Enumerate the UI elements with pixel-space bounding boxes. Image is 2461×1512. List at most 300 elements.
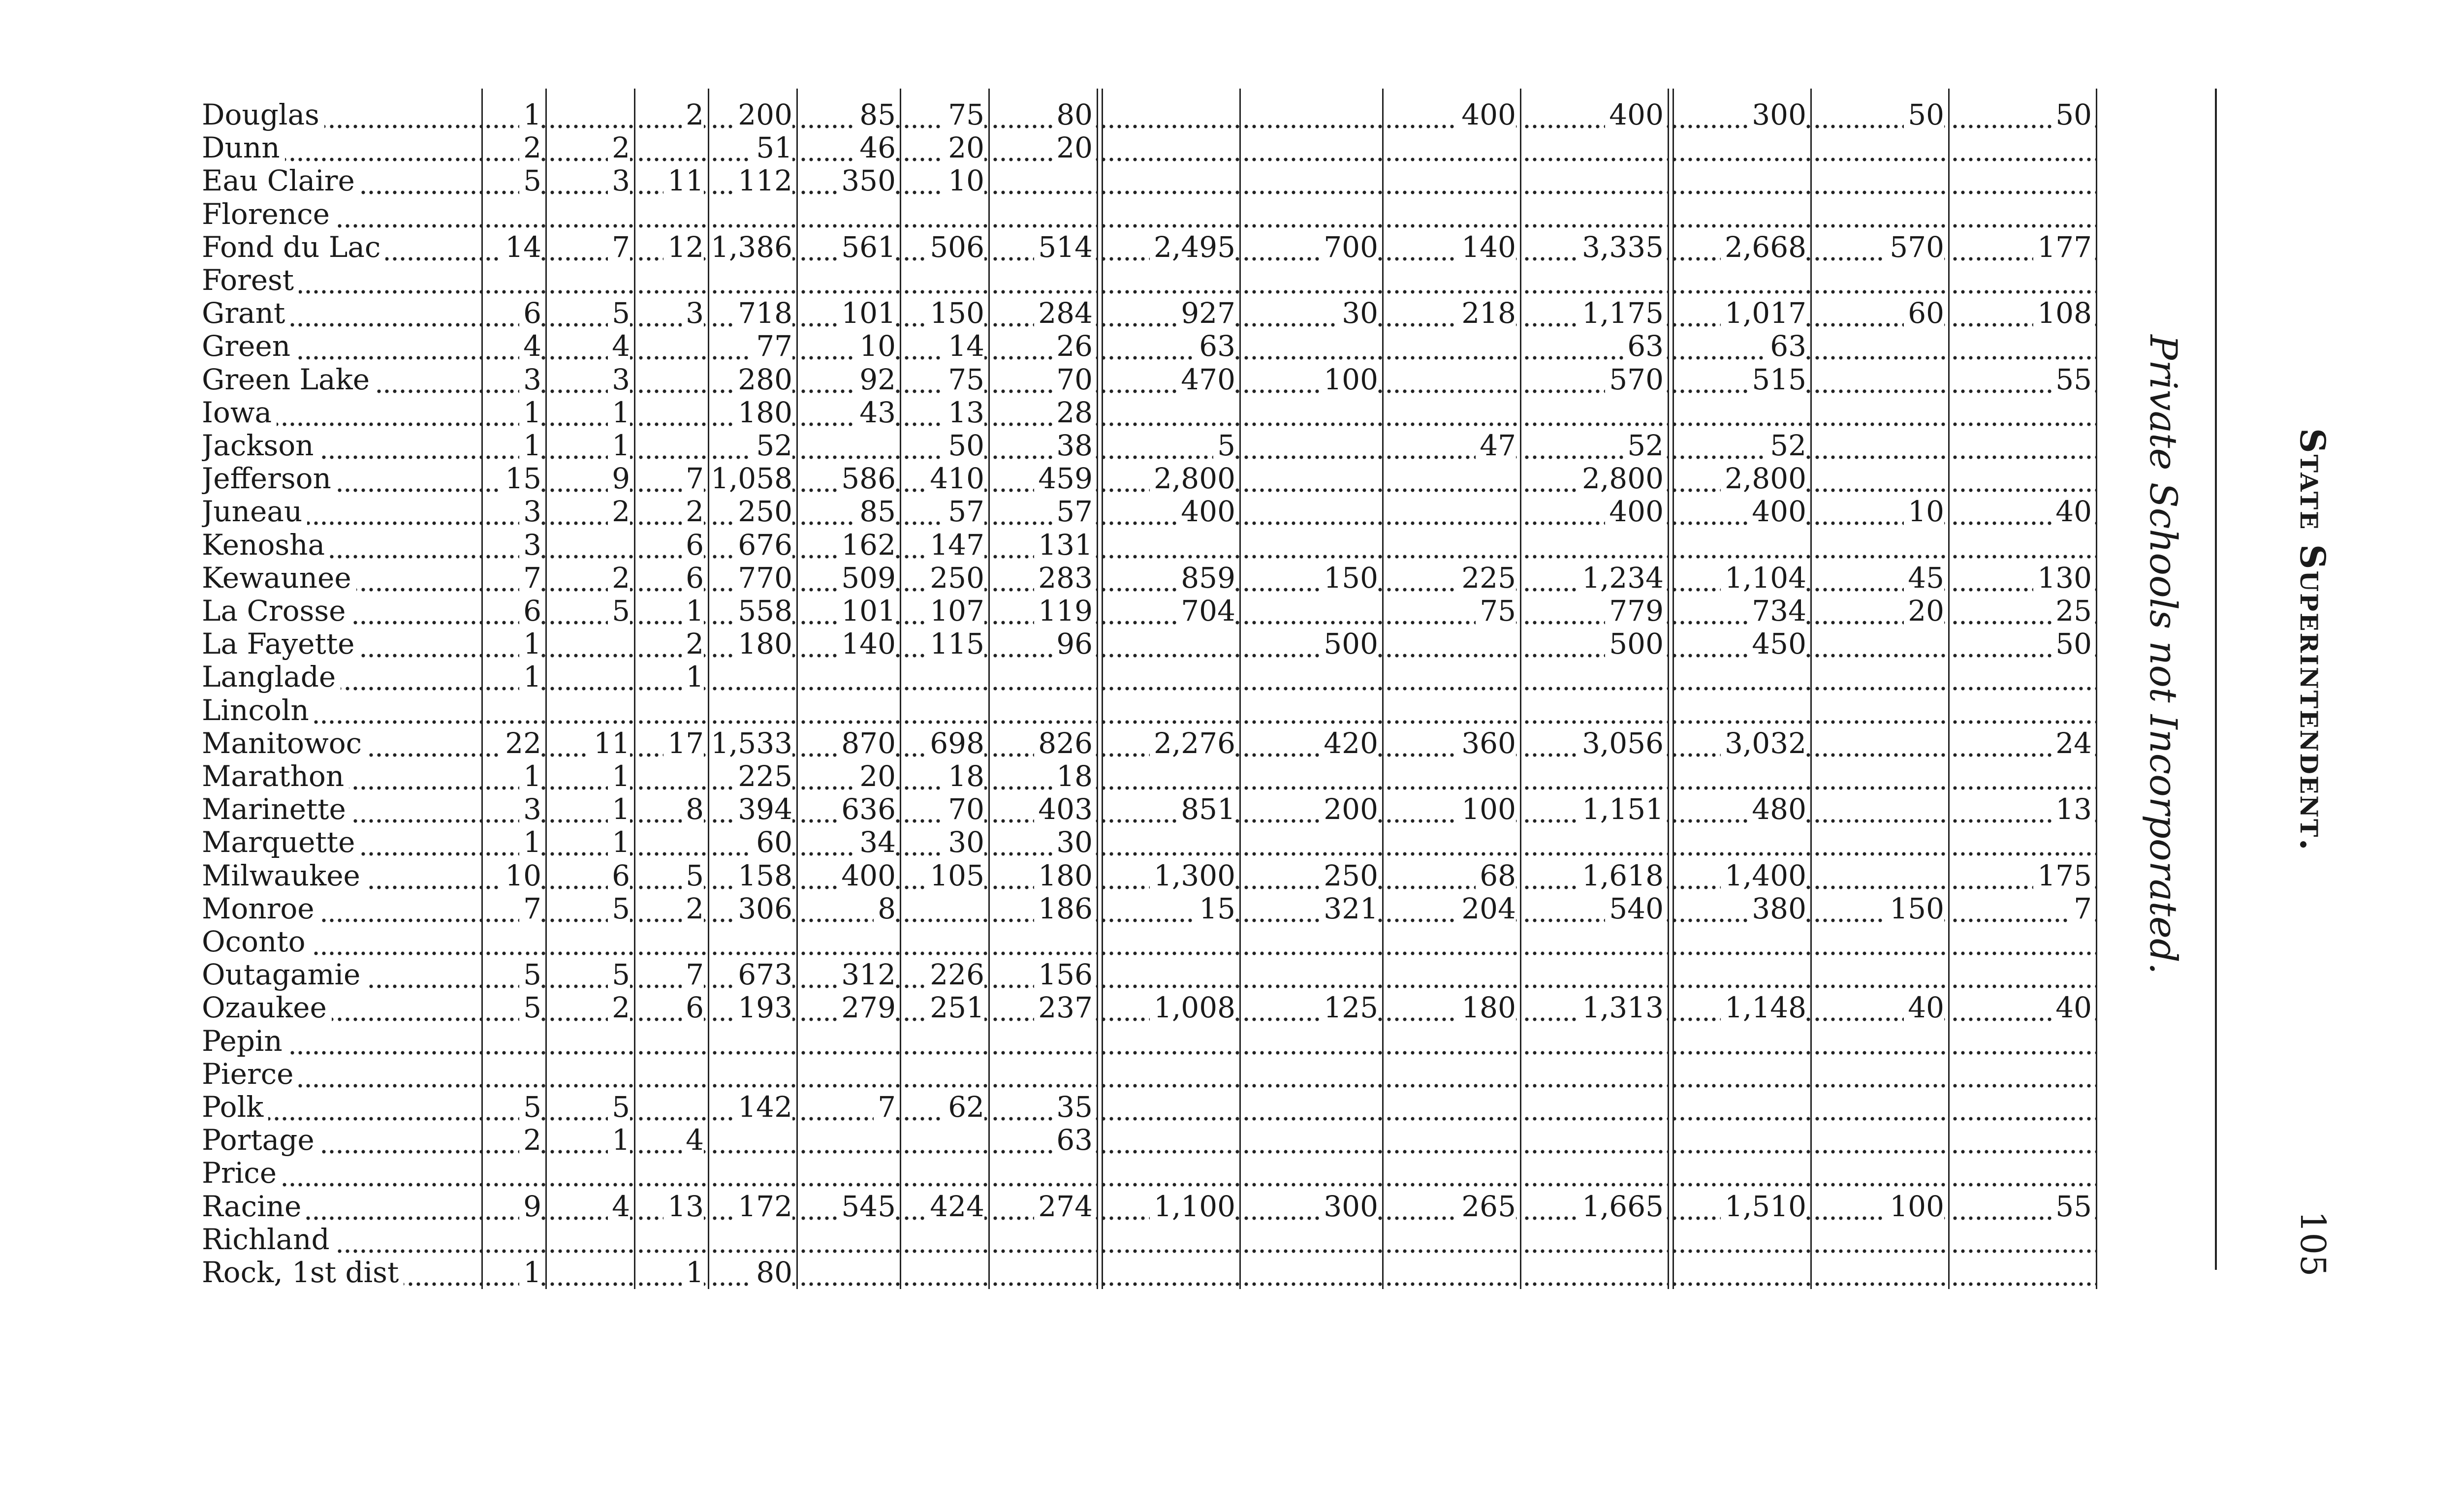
cell-value: 52 [1623, 429, 1664, 462]
table-cell [711, 1256, 796, 1289]
table-cell [711, 396, 796, 429]
table-cell [1242, 892, 1382, 925]
table-cell [1242, 1256, 1382, 1289]
county-name: Oconto [202, 925, 311, 958]
table-cell [1385, 1157, 1520, 1190]
cell-value: 20 [944, 131, 984, 164]
table-cell [1100, 330, 1239, 363]
cell-value: 424 [926, 1190, 984, 1223]
cell-value: 180 [1457, 991, 1516, 1024]
table-cell [484, 1157, 545, 1190]
cell-value: 1 [519, 98, 541, 131]
table-cell [1242, 330, 1382, 363]
county-name-cell [202, 363, 482, 396]
table-cell [991, 131, 1097, 164]
table-cell [711, 264, 796, 297]
table-cell [548, 495, 634, 528]
county-name: Dunn [202, 131, 285, 164]
table-cell [1813, 396, 1948, 429]
table-row [0, 595, 2116, 628]
table-cell [1951, 462, 2096, 495]
cell-value: 108 [2033, 297, 2092, 330]
table-cell [991, 1091, 1097, 1124]
table-cell [1671, 694, 1810, 727]
table-cell [1100, 1058, 1239, 1091]
cell-value: 35 [1052, 1091, 1093, 1124]
table-cell [484, 495, 545, 528]
county-name-cell [202, 1223, 482, 1256]
table-cell [1671, 264, 1810, 297]
table-cell [903, 727, 988, 760]
county-name-cell [202, 529, 482, 562]
table-cell [799, 1091, 900, 1124]
table-cell [1671, 892, 1810, 925]
table-cell [1385, 595, 1520, 628]
cell-value: 115 [926, 628, 984, 661]
table-cell [799, 363, 900, 396]
cell-value: 131 [1034, 529, 1093, 562]
cell-value: 2 [682, 628, 704, 661]
table-cell [484, 462, 545, 495]
cell-value: 870 [837, 727, 896, 760]
cell-value: 5 [682, 859, 704, 892]
table-cell [799, 131, 900, 164]
cell-value: 4 [608, 1190, 630, 1223]
county-name: Pierce [202, 1058, 298, 1091]
table-cell [1951, 231, 2096, 264]
table-cell [484, 1190, 545, 1223]
cell-value: 2 [608, 495, 630, 528]
cell-value: 24 [2051, 727, 2092, 760]
county-name: Green [202, 330, 295, 363]
table-cell [711, 925, 796, 958]
county-name: Florence [202, 198, 335, 231]
cell-value: 142 [734, 1091, 792, 1124]
table-cell [1951, 1058, 2096, 1091]
cell-value: 51 [752, 131, 792, 164]
cell-value: 140 [837, 628, 896, 661]
table-cell [1951, 595, 2096, 628]
table-cell [799, 628, 900, 661]
cell-value: 150 [1886, 892, 1944, 925]
table-cell [484, 991, 545, 1024]
cell-value: 1,234 [1578, 562, 1664, 595]
table-cell [711, 429, 796, 462]
table-cell [1523, 628, 1668, 661]
table-cell [1100, 727, 1239, 760]
table-cell [1813, 164, 1948, 197]
table-cell [991, 529, 1097, 562]
cell-value: 70 [944, 793, 984, 826]
cell-value: 70 [1052, 363, 1093, 396]
cell-value: 1 [608, 826, 630, 859]
county-name-cell [202, 892, 482, 925]
cell-value: 186 [1034, 892, 1093, 925]
cell-value: 30 [1052, 826, 1093, 859]
table-cell [799, 462, 900, 495]
cell-value: 150 [1320, 562, 1378, 595]
table-cell [1671, 1124, 1810, 1157]
table-cell [799, 859, 900, 892]
cell-value: 13 [2051, 793, 2092, 826]
cell-value: 80 [1052, 98, 1093, 131]
county-name: Polk [202, 1091, 268, 1124]
cell-value: 450 [1748, 628, 1806, 661]
cell-value: 6 [682, 562, 704, 595]
county-name-cell [202, 98, 482, 131]
table-cell [799, 164, 900, 197]
cell-value: 218 [1457, 297, 1516, 330]
table-cell [1523, 98, 1668, 131]
cell-value: 50 [1904, 98, 1944, 131]
table-cell [1242, 363, 1382, 396]
table-cell [1813, 760, 1948, 793]
table-cell [1100, 297, 1239, 330]
table-cell [1671, 925, 1810, 958]
table-cell [637, 98, 708, 131]
cell-value: 400 [1177, 495, 1235, 528]
table-cell [903, 892, 988, 925]
table-cell [1671, 727, 1810, 760]
cell-value: 100 [1886, 1190, 1944, 1223]
table-cell [711, 1058, 796, 1091]
cell-value: 558 [734, 595, 792, 628]
table-cell [637, 1223, 708, 1256]
cell-value: 3 [682, 297, 704, 330]
table-cell [637, 1157, 708, 1190]
table-cell [484, 363, 545, 396]
county-name-cell [202, 661, 482, 693]
table-cell [903, 628, 988, 661]
table-cell [903, 1058, 988, 1091]
table-cell [1813, 363, 1948, 396]
cell-value: 283 [1034, 562, 1093, 595]
table-cell [484, 595, 545, 628]
table-cell [484, 231, 545, 264]
cell-value: 11 [590, 727, 630, 760]
county-name-cell [202, 1190, 482, 1223]
table-cell [711, 231, 796, 264]
table-cell [1671, 595, 1810, 628]
cell-value: 312 [837, 958, 896, 991]
cell-value: 226 [926, 958, 984, 991]
county-name-cell [202, 396, 482, 429]
county-name-cell [202, 198, 482, 231]
table-cell [548, 958, 634, 991]
cell-value: 284 [1034, 297, 1093, 330]
cell-value: 1 [519, 826, 541, 859]
cell-value: 6 [682, 991, 704, 1024]
table-cell [1523, 462, 1668, 495]
table-cell [1523, 1190, 1668, 1223]
cell-value: 400 [1605, 98, 1664, 131]
table-cell [637, 297, 708, 330]
table-cell [991, 98, 1097, 131]
table-cell [991, 462, 1097, 495]
table-cell [548, 131, 634, 164]
county-name: Outagamie [202, 958, 365, 991]
table-cell [637, 429, 708, 462]
cell-value: 30 [944, 826, 984, 859]
table-cell [1100, 1157, 1239, 1190]
table-cell [637, 396, 708, 429]
cell-value: 162 [837, 529, 896, 562]
cell-value: 1 [519, 760, 541, 793]
table-cell [548, 330, 634, 363]
table-cell [1100, 628, 1239, 661]
table-row [0, 1025, 2116, 1058]
cell-value: 20 [1904, 595, 1944, 628]
cell-value: 3 [608, 363, 630, 396]
table-cell [1100, 363, 1239, 396]
table-cell [637, 1091, 708, 1124]
table-cell [1242, 462, 1382, 495]
cell-value: 1,148 [1721, 991, 1806, 1024]
table-cell [991, 892, 1097, 925]
table-cell [637, 1058, 708, 1091]
table-cell [637, 198, 708, 231]
cell-value: 5 [1213, 429, 1235, 462]
table-row [0, 231, 2116, 264]
table-cell [1385, 98, 1520, 131]
table-cell [1671, 760, 1810, 793]
table-cell [1385, 892, 1520, 925]
cell-value: 8 [874, 892, 896, 925]
table-cell [548, 297, 634, 330]
table-cell [1951, 958, 2096, 991]
table-cell [1385, 793, 1520, 826]
table-cell [1385, 462, 1520, 495]
table-cell [1813, 661, 1948, 693]
table-cell [484, 429, 545, 462]
table-cell [1385, 1223, 1520, 1256]
table-cell [711, 826, 796, 859]
table-cell [799, 1025, 900, 1058]
cell-value: 1,300 [1150, 859, 1235, 892]
table-cell [711, 495, 796, 528]
county-name: Kewaunee [202, 562, 356, 595]
cell-value: 500 [1605, 628, 1664, 661]
table-cell [991, 1190, 1097, 1223]
table-cell [1951, 1025, 2096, 1058]
table-cell [548, 1256, 634, 1289]
table-cell [991, 760, 1097, 793]
cell-value: 4 [608, 330, 630, 363]
table-cell [1242, 628, 1382, 661]
cell-value: 514 [1034, 231, 1093, 264]
table-cell [1951, 429, 2096, 462]
table-cell [1951, 98, 2096, 131]
table-cell [1951, 495, 2096, 528]
cell-value: 2 [608, 131, 630, 164]
table-cell [991, 1025, 1097, 1058]
table-cell [637, 1025, 708, 1058]
table-cell [711, 958, 796, 991]
table-cell [711, 760, 796, 793]
table-cell [548, 595, 634, 628]
cell-value: 156 [1034, 958, 1093, 991]
cell-value: 927 [1177, 297, 1235, 330]
table-cell [1523, 164, 1668, 197]
table-cell [1385, 628, 1520, 661]
table-row [0, 363, 2116, 396]
table-cell [1813, 1256, 1948, 1289]
cell-value: 779 [1605, 595, 1664, 628]
table-cell [1671, 98, 1810, 131]
table-cell [1951, 529, 2096, 562]
cell-value: 177 [2033, 231, 2092, 264]
table-cell [903, 1256, 988, 1289]
cell-value: 420 [1320, 727, 1378, 760]
county-name-cell [202, 562, 482, 595]
table-cell [1951, 396, 2096, 429]
table-cell [548, 562, 634, 595]
cell-value: 30 [1338, 297, 1378, 330]
cell-value: 63 [1623, 330, 1664, 363]
table-cell [1671, 1223, 1810, 1256]
table-cell [484, 562, 545, 595]
county-name: Marquette [202, 826, 360, 859]
table-cell [903, 231, 988, 264]
table-row [0, 429, 2116, 462]
table-cell [799, 925, 900, 958]
cell-value: 5 [608, 297, 630, 330]
cell-value: 350 [837, 164, 896, 197]
table-cell [484, 264, 545, 297]
table-cell [903, 859, 988, 892]
table-cell [1813, 1190, 1948, 1223]
county-name: Marinette [202, 793, 351, 826]
table-cell [991, 958, 1097, 991]
cell-value: 5 [608, 958, 630, 991]
table-row [0, 958, 2116, 991]
table-cell [1100, 958, 1239, 991]
table-cell [1385, 363, 1520, 396]
cell-value: 40 [2051, 991, 2092, 1024]
county-name-cell [202, 429, 482, 462]
table-cell [711, 1091, 796, 1124]
table-cell [1242, 429, 1382, 462]
table-cell [1523, 330, 1668, 363]
table-cell [799, 661, 900, 693]
cell-value: 300 [1748, 98, 1806, 131]
table-cell [1523, 264, 1668, 297]
cell-value: 10 [944, 164, 984, 197]
table-row [0, 495, 2116, 528]
cell-value: 20 [855, 760, 896, 793]
table-cell [1100, 1124, 1239, 1157]
table-cell [548, 793, 634, 826]
cell-value: 360 [1457, 727, 1516, 760]
cell-value: 540 [1605, 892, 1664, 925]
table-cell [1242, 1058, 1382, 1091]
table-cell [637, 164, 708, 197]
table-cell [903, 925, 988, 958]
table-row [0, 164, 2116, 197]
table-cell [1671, 330, 1810, 363]
table-cell [799, 1256, 900, 1289]
cell-value: 380 [1748, 892, 1806, 925]
table-cell [1951, 925, 2096, 958]
table-cell [1813, 595, 1948, 628]
cell-value: 7 [682, 462, 704, 495]
table-cell [1242, 694, 1382, 727]
cell-value: 400 [1457, 98, 1516, 131]
cell-value: 274 [1034, 1190, 1093, 1223]
table-cell [991, 495, 1097, 528]
cell-value: 13 [663, 1190, 704, 1223]
table-cell [1671, 131, 1810, 164]
cell-value: 63 [1766, 330, 1806, 363]
cell-value: 38 [1052, 429, 1093, 462]
county-name-cell [202, 462, 482, 495]
cell-value: 9 [519, 1190, 541, 1223]
table-cell [1385, 297, 1520, 330]
table-cell [637, 727, 708, 760]
county-name: La Crosse [202, 595, 350, 628]
cell-value: 1,104 [1721, 562, 1806, 595]
table-cell [799, 98, 900, 131]
cell-value: 1,151 [1578, 793, 1664, 826]
table-cell [1100, 694, 1239, 727]
cell-value: 7 [608, 231, 630, 264]
table-cell [1813, 892, 1948, 925]
table-cell [711, 628, 796, 661]
table-cell [1100, 164, 1239, 197]
table-cell [1523, 297, 1668, 330]
table-cell [799, 694, 900, 727]
table-cell [484, 98, 545, 131]
table-cell [1671, 429, 1810, 462]
table-cell [1813, 958, 1948, 991]
table-cell [548, 396, 634, 429]
cell-value: 92 [855, 363, 896, 396]
table-cell [1813, 330, 1948, 363]
table-cell [1951, 694, 2096, 727]
cell-value: 515 [1748, 363, 1806, 396]
page-number: 105 [2293, 1211, 2333, 1277]
cell-value: 5 [519, 991, 541, 1024]
table-cell [1242, 1190, 1382, 1223]
table-cell [1671, 1091, 1810, 1124]
table-cell [1523, 958, 1668, 991]
table-cell [637, 562, 708, 595]
cell-value: 2 [682, 98, 704, 131]
table-cell [991, 231, 1097, 264]
table-cell [1671, 628, 1810, 661]
county-name: Kenosha [202, 529, 330, 562]
table-cell [1385, 264, 1520, 297]
table-cell [991, 595, 1097, 628]
cell-value: 40 [1904, 991, 1944, 1024]
table-cell [1951, 1091, 2096, 1124]
county-name: Rock, 1st dist [202, 1256, 404, 1289]
table-cell [991, 396, 1097, 429]
cell-value: 8 [682, 793, 704, 826]
table-cell [1813, 198, 1948, 231]
table-cell [1813, 628, 1948, 661]
table-cell [1813, 1025, 1948, 1058]
cell-value: 1 [519, 1256, 541, 1289]
table-cell [548, 1223, 634, 1256]
table-cell [711, 1157, 796, 1190]
cell-value: 55 [2051, 1190, 2092, 1223]
table-cell [903, 396, 988, 429]
table-cell [484, 396, 545, 429]
table-cell [711, 991, 796, 1024]
table-cell [1100, 396, 1239, 429]
table-cell [1242, 264, 1382, 297]
